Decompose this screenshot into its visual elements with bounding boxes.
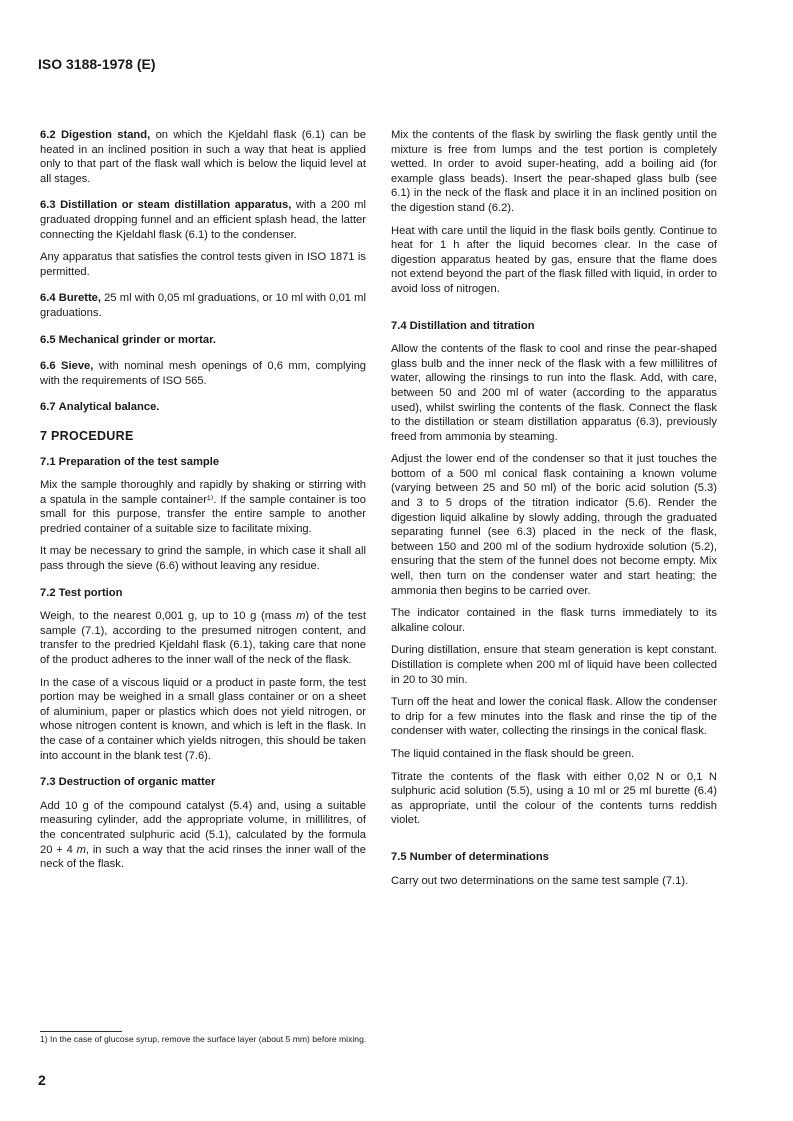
- subsection-heading-7-4: 7.4 Distillation and titration: [391, 319, 535, 332]
- spacer: [391, 305, 717, 319]
- clause-text: on which the Kjeldahl flask (6.1) can be heated in an inclined position in such a way that heat is applied only to that part of the flask wall which is below the liquid level at all stages.: [40, 129, 367, 185]
- clause-number: 6.3: [40, 199, 56, 212]
- clause-6-4: [40, 291, 366, 320]
- clause-lead: Sieve,: [61, 360, 94, 373]
- clause-number: 6.2: [40, 129, 56, 141]
- text-run: Weigh, to the nearest 0,001 g, up to 10 g (mass: [40, 610, 297, 623]
- paragraph: During distillation, ensure that steam generation is kept constant. Distillation is complete when 200 ml of liquid have been collected in 20 to 30 min.: [391, 644, 717, 686]
- math-variable: m: [76, 843, 86, 856]
- spacer: [391, 836, 717, 850]
- paragraph: Allow the contents of the flask to cool and rinse the pear-shaped glass bulb and the inner neck of the flask with a few millilitres of water, allowing the rinsings to run into the flask. Add, with care, between 50 and 200 ml of water (according to the apparatus used), whilst swirling the contents of the flask. Connect the flask to the distillation or steam distillation apparatus (6.3), previously freed from ammonia by steaming.: [391, 343, 717, 443]
- subsection-heading-7-2: 7.2 Test portion: [40, 586, 123, 599]
- clause-6-3: [40, 198, 366, 242]
- clause-text: with a 200 ml graduated dropping funnel and an efficient splash head, the latter connecting the Kjeldahl flask (6.1) to the condenser.: [40, 199, 366, 241]
- clause-number: 6.5: [40, 333, 56, 346]
- clause-6-7: [40, 400, 366, 415]
- paragraph: The indicator contained in the flask turns immediately to its alkaline colour.: [391, 607, 717, 634]
- paragraph: The liquid contained in the flask should be green.: [391, 747, 635, 760]
- section-heading-procedure: 7 PROCEDURE: [40, 428, 134, 443]
- right-column: [391, 128, 717, 896]
- clause-lead: Digestion stand,: [60, 129, 151, 141]
- paragraph: In the case of a viscous liquid or a product in paste form, the test portion may be weighed in a small glass container or on a sheet of aluminium, paper or plastics which does not yield nitrogen, or whose nitrogen content is known, and which is left in the flask. In the case of a container which yields nitrogen, this should be taken into account in the blank test (7.6).: [40, 676, 366, 762]
- clause-6-5: [40, 333, 366, 348]
- page-number: 2: [38, 1072, 46, 1088]
- subsection-heading-7-1: 7.1 Preparation of the test sample: [40, 455, 220, 468]
- subsection-heading-7-3: 7.3 Destruction of organic matter: [40, 776, 216, 789]
- clause-number: 6.6: [40, 360, 56, 373]
- paragraph: Adjust the lower end of the condenser so that it just touches the bottom of a 500 ml conical flask containing a known volume (varying between 25 and 50 ml) of the boric acid solution (5.3) and 3 to 5 drops of the titration indicator (5.6). Render the digestion liquid alkaline by slowly adding, through the graduated separating funnel (see 6.3) placed in the neck of the flask, between 150 and 200 ml of the sodium hydroxide solution (5.2), ensuring that the stem of the funnel does not become empty. Mix well, then turn on the condenser water and start heating; the ammonia then begins to be carried over.: [391, 453, 717, 597]
- paragraph: Titrate the contents of the flask with either 0,02 N or 0,1 N sulphuric acid solution (5.5), using a 10 ml or 25 ml burette (6.4) as appropriate, until the colour of the contents turns reddish violet.: [391, 770, 717, 827]
- paragraph: [40, 799, 366, 872]
- clause-6-6: [40, 359, 366, 388]
- paragraph: Mix the contents of the flask by swirling the flask gently until the mixture is free from lumps and the test portion is completely wetted. In order to avoid super-heating, add a boiling aid (for example glass beads). Insert the pear-shaped glass bulb (see 6.1) in the neck of the flask and place it in an inclined position on the digestion stand (6.2).: [391, 129, 717, 214]
- paragraph: Mix the sample thoroughly and rapidly by shaking or stirring with a spatula in the sample container¹⁾. If the sample container is too small for this purpose, transfer the entire sample to another predried container of a suitable size to facilitate mixing.: [40, 479, 366, 535]
- paragraph: Carry out two determinations on the same test sample (7.1).: [391, 874, 689, 887]
- clause-text: 25 ml with 0,05 ml graduations, or 10 ml with 0,01 ml graduations.: [40, 292, 366, 319]
- clause-lead: Burette,: [58, 292, 102, 305]
- footnote-rule: [40, 1031, 122, 1032]
- footnote: 1) In the case of glucose syrup, remove the surface layer (about 5 mm) before mixing.: [40, 1034, 367, 1044]
- paragraph: Heat with care until the liquid in the flask boils gently. Continue to heat for 1 h after the liquid becomes clear. In the case of digestion apparatus heated by gas, ensure that the flame does not extend beyond the part of the flask filled with liquid, in order to avoid loss of nitrogen.: [391, 224, 717, 295]
- clause-lead: Analytical balance.: [58, 401, 160, 414]
- paragraph: It may be necessary to grind the sample, in which case it shall all pass through the sieve (6.6) without leaving any residue.: [40, 545, 366, 573]
- paragraph: Turn off the heat and lower the conical flask. Allow the condenser to drip for a few minutes into the flask and rinse the tip of the condenser with water, collecting the rinsings in the conical flask.: [391, 696, 717, 738]
- left-column: [40, 128, 366, 880]
- clause-lead: Distillation or steam distillation apparatus,: [60, 199, 292, 212]
- clause-text: with nominal mesh openings of 0,6 mm, complying with the requirements of ISO 565.: [40, 360, 367, 387]
- clause-number: 6.4: [40, 292, 56, 305]
- text-run: ) of the test sample (7.1), according to the presumed nitrogen content, and transfer to the predried Kjeldahl flask (6.1), taking care that none of the product adheres to the inner wall of the neck of the flask.: [40, 610, 366, 667]
- text-run: , in such a way that the acid rinses the inner wall of the neck of the flask.: [40, 843, 366, 871]
- subsection-heading-7-5: 7.5 Number of determinations: [391, 850, 549, 863]
- clause-number: 6.7: [40, 401, 56, 414]
- clause-6-2: [40, 128, 366, 186]
- clause-lead: Mechanical grinder or mortar.: [58, 333, 216, 346]
- paragraph: [40, 609, 366, 667]
- document-header: ISO 3188-1978 (E): [38, 56, 156, 72]
- math-variable: m: [296, 610, 306, 623]
- clause-6-3-note: Any apparatus that satisfies the control tests given in ISO 1871 is permitted.: [40, 251, 366, 278]
- text-run: Add 10 g of the compound catalyst (5.4) and, using a suitable measuring cylinder, add the appropriate volume, in millilitres, of the concentrated sulphuric acid (5.1), calculated by the formula 20 + 4: [40, 799, 366, 856]
